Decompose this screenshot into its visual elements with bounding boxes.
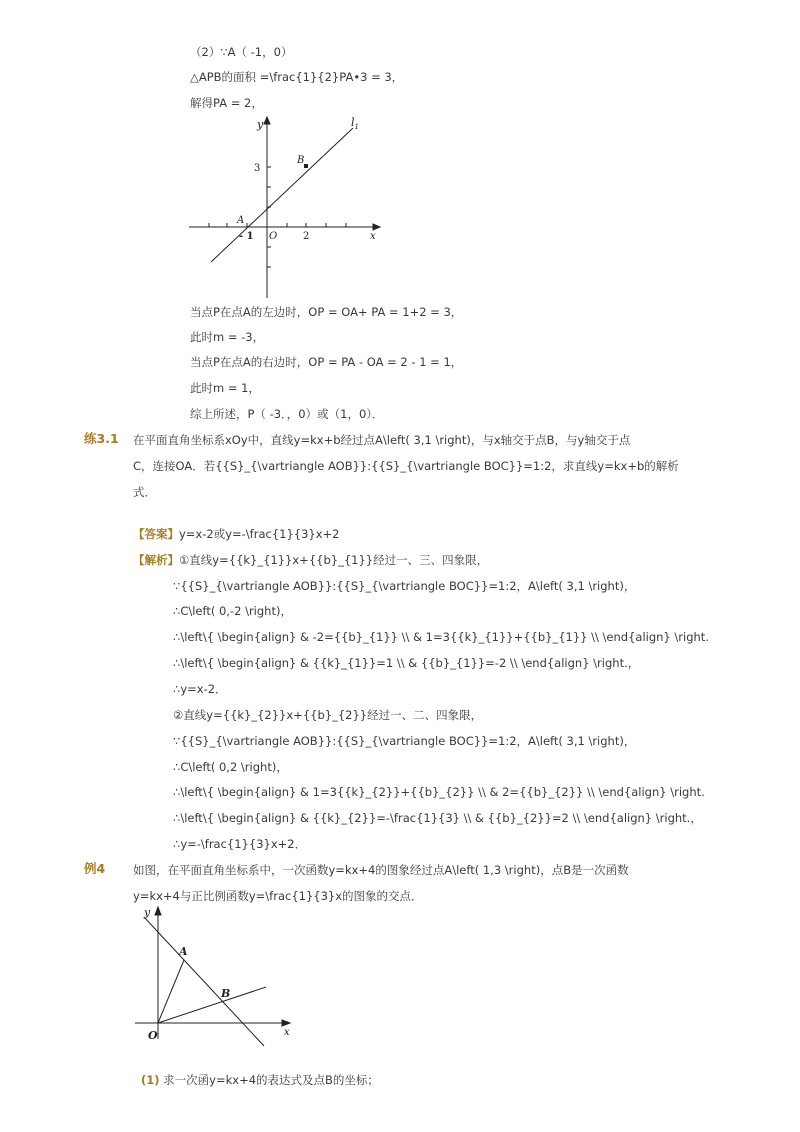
y-axis-label: y [257, 118, 264, 131]
analysis-step-3: ∴C\left( 0,-2 \right)， [173, 604, 292, 618]
analysis-step-1: ①直线y={{k}_{1}}x+{{b}_{1}}经过一、三、四象限， [179, 553, 489, 567]
origin-label: O [269, 231, 278, 242]
analysis-step-9: ∴C\left( 0,2 \right)， [173, 760, 288, 774]
practice-question-line-3: 式． [133, 485, 156, 499]
analysis-step-4: ∴\left\{ \begin{align} & -2={{b}_{1}} \\ & 1=3{{k}_{1}}+{{b}_{1}} \\ \end{align} \right. [173, 630, 709, 644]
analysis-step-2: ∵{{S}_{\vartriangle AOB}}:{{S}_{\vartriangle BOC}}=1:2，A\left( 3,1 \right)， [173, 579, 636, 593]
practice-question-line-2: C，连接OA．若{{S}_{\vartriangle AOB}}:{{S}_{\vartriangle BOC}}=1:2，求直线y=kx+b的解析 [133, 459, 679, 473]
point-a-label: A [237, 215, 245, 226]
sub-question-1 [141, 1072, 379, 1088]
analysis-step-12: ∴y=-\frac{1}{3}x+2． [173, 837, 307, 851]
tick-2-label: 2 [303, 231, 310, 242]
graph-example-4 [130, 903, 300, 1048]
example-question-line-2: y=kx+4与正比例函数y=\frac{1}{3}x的图象的交点． [133, 889, 423, 903]
tick-neg1-label: - 1 [239, 231, 254, 242]
analysis-line [133, 552, 488, 568]
analysis-step-5: ∴\left\{ \begin{align} & {{k}_{1}}=1 \\ & {{b}_{1}}=-2 \\ \end{align} \right.， [173, 656, 640, 670]
x-axis-label-2: x [284, 1027, 290, 1038]
analysis-step-7: ②直线y={{k}_{2}}x+{{b}_{2}}经过一、二、四象限， [173, 708, 483, 722]
sub-question-1-text: 求一次函y=kx+4的表达式及点B的坐标； [163, 1073, 379, 1087]
practice-3-1-label: 练3.1 [84, 431, 119, 446]
point-b-dot [304, 164, 308, 168]
analysis-tag: 【解析】 [133, 553, 179, 567]
practice-question-line-1: 在平面直角坐标系xOy中，直线y=kx+b经过点A\left( 3,1 \right)，与x轴交于点B，与y轴交于点 [133, 433, 631, 447]
part2-line-2: △APB的面积 =\frac{1}{2}PA•3 = 3， [190, 70, 404, 84]
graph-line-l1 [185, 112, 385, 304]
part2-line-5: 此时m = -3， [190, 330, 265, 344]
y-axis-label-2: y [144, 906, 151, 919]
origin-label-2: O [148, 1029, 158, 1042]
analysis-step-10: ∴\left\{ \begin{align} & 1=3{{k}_{2}}+{{b}_{2}} \\ & 2={{b}_{2}} \\ \end{align} \right. [173, 785, 705, 799]
sub-question-1-number: (1) [141, 1073, 160, 1087]
point-a-label-2: A [179, 945, 188, 958]
example-question-line-1: 如图，在平面直角坐标系中，一次函数y=kx+4的图象经过点A\left( 1,3 \right)，点B是一次函数 [133, 863, 629, 877]
part2-line-1: （2）∵A（ -1，0） [190, 45, 293, 59]
point-b-label: B [297, 155, 305, 166]
line-label: $l_1$ [351, 116, 359, 131]
point-b-label-2: B [221, 987, 231, 1000]
analysis-step-8: ∵{{S}_{\vartriangle AOB}}:{{S}_{\vartriangle BOC}}=1:2，A\left( 3,1 \right)， [173, 734, 636, 748]
analysis-step-11: ∴\left\{ \begin{align} & {{k}_{2}}=-\frac{1}{3} \\ & {{b}_{2}}=2 \\ \end{align} \right.， [173, 811, 702, 825]
answer-text: y=x-2或y=-\frac{1}{3}x+2 [179, 527, 340, 541]
example-4-label: 例4 [84, 861, 106, 876]
tick-3-label: 3 [254, 163, 261, 174]
part2-line-7: 此时m = 1， [190, 381, 260, 395]
part2-line-3: 解得PA = 2， [190, 96, 263, 110]
answer-line [133, 526, 339, 542]
part2-line-6: 当点P在点A的右边时，OP = PA - OA = 2 - 1 = 1， [190, 355, 463, 369]
part2-line-8: 综上所述，P（ -3．，0）或（1，0）． [190, 407, 384, 421]
x-axis-label: x [370, 231, 376, 242]
part2-line-4: 当点P在点A的左边时，OP = OA+ PA = 1+2 = 3， [190, 305, 463, 319]
answer-tag: 【答案】 [133, 527, 179, 541]
analysis-step-6: ∴y=x-2． [173, 682, 227, 696]
